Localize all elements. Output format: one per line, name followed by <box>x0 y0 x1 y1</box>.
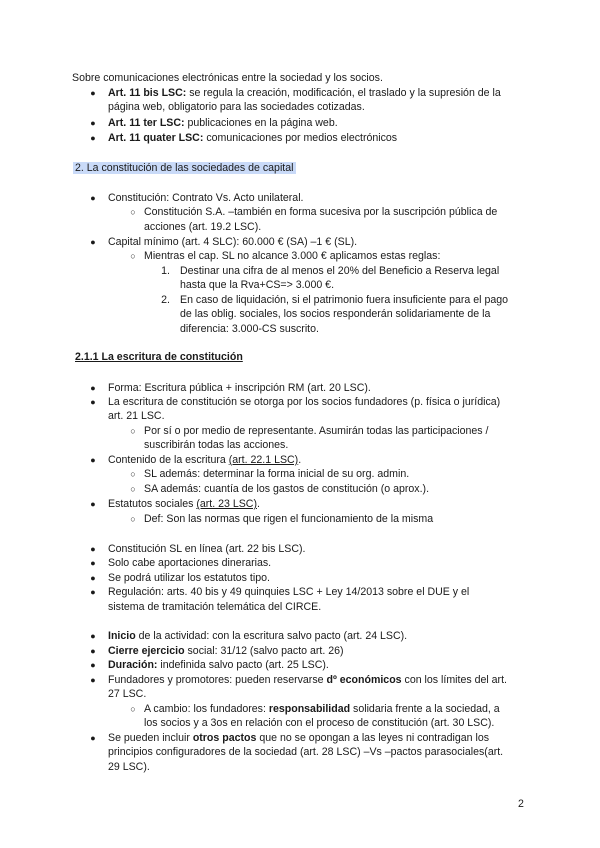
duracion-line: Duración: indefinida salvo pacto (art. 25 LSC). <box>108 659 329 671</box>
regla-2-cont: de las oblig. sociales, los socios responderán solidariamente de la <box>180 308 491 320</box>
inicio-line: Inicio de la actividad: con la escritura salvo pacto (art. 24 LSC). <box>108 630 408 642</box>
pactos-line-cont: principios configuradores de la sociedad (art. 28 LSC) –Vs –pactos parasociales(art. <box>108 746 504 758</box>
bullet: ● <box>90 383 96 393</box>
bullet: ● <box>90 118 96 128</box>
otorga-line: La escritura de constitución se otorga por los socios fundadores (p. física o jurídica) <box>108 396 501 408</box>
art-11-quater: Art. 11 quater LSC: comunicaciones por medios electrónicos <box>108 132 398 144</box>
bullet: ○ <box>130 251 136 261</box>
article-link[interactable]: (art. 22.1 LSC) <box>228 454 299 466</box>
estatutos-line: Estatutos sociales (art. 23 LSC). <box>108 498 260 510</box>
section-heading: 2. La constitución de las sociedades de capital <box>75 162 294 174</box>
bullet: ● <box>90 397 96 407</box>
art-11-ter: Art. 11 ter LSC: publicaciones en la página web. <box>108 117 338 129</box>
sa-line: SA además: cuantía de los gastos de constitución (o aprox.). <box>144 483 430 495</box>
list-number: 2. <box>161 294 170 306</box>
subsection-heading: 2.1.1 La escritura de constitución <box>75 351 243 363</box>
porsi-line: Por sí o por medio de representante. Asumirán todas las participaciones / <box>144 425 489 437</box>
pactos-line-cont2: 29 LSC). <box>108 761 150 773</box>
bullet: ● <box>90 631 96 641</box>
bullet: ● <box>90 544 96 554</box>
bullet: ○ <box>130 484 136 494</box>
bullet: ○ <box>130 704 136 714</box>
porsi-line-cont: suscribirán todas las acciones. <box>144 439 289 451</box>
bullet: ● <box>90 133 96 143</box>
page-number: 2 <box>518 798 524 810</box>
intro-text: Sobre comunicaciones electrónicas entre la sociedad y los socios. <box>72 72 383 84</box>
bullet: ○ <box>130 426 136 436</box>
linea-2: Solo cabe aportaciones dinerarias. <box>108 557 272 569</box>
bullet: ○ <box>130 514 136 524</box>
regla-1-cont: hasta que la Rva+CS=> 3.000 €. <box>180 279 335 291</box>
constitucion-sa: Constitución S.A. –también en forma sucesiva por la suscripción pública de <box>144 206 498 218</box>
article-link[interactable]: (art. 23 LSC) <box>196 498 257 510</box>
bullet: ● <box>90 733 96 743</box>
linea-3: Se podrá utilizar los estatutos tipo. <box>108 572 270 584</box>
bullet: ● <box>90 88 96 98</box>
otorga-line-cont: art. 21 LSC. <box>108 410 165 422</box>
bullet: ○ <box>130 469 136 479</box>
contenido-line: Contenido de la escritura (art. 22.1 LSC). <box>108 454 302 466</box>
bullet: ● <box>90 646 96 656</box>
list-number: 1. <box>161 265 170 277</box>
capital-minimo: Capital mínimo (art. 4 SLC): 60.000 € (SA) –1 € (SL). <box>108 236 358 248</box>
bullet: ● <box>90 558 96 568</box>
bullet: ● <box>90 587 96 597</box>
bullet: ● <box>90 455 96 465</box>
bullet: ● <box>90 573 96 583</box>
constitucion-sa-cont: acciones (art. 19.2 LSC). <box>144 221 262 233</box>
mientras-line: Mientras el cap. SL no alcance 3.000 € aplicamos estas reglas: <box>144 250 441 262</box>
constitucion-line: Constitución: Contrato Vs. Acto unilateral. <box>108 192 304 204</box>
def-line: Def: Son las normas que rigen el funcionamiento de la misma <box>144 513 434 525</box>
fundadores-line-cont: 27 LSC. <box>108 688 147 700</box>
fundadores-line: Fundadores y promotores: pueden reservarse dº económicos con los límites del art. <box>108 674 507 686</box>
forma-line: Forma: Escritura pública + inscripción RM (art. 20 LSC). <box>108 382 371 394</box>
cambio-line-cont: los socios y a 3os en relación con el proceso de constitución (art. 30 LSC). <box>144 717 495 729</box>
linea-4-cont: sistema de tramitación telemática del CIRCE. <box>108 601 322 613</box>
art-11-bis-cont: página web, obligatorio para las sociedades cotizadas. <box>108 101 365 113</box>
regla-2: En caso de liquidación, si el patrimonio fuera insuficiente para el pago <box>180 294 509 306</box>
cambio-line: A cambio: los fundadores: responsabilidad solidaria frente a la sociedad, a <box>144 703 500 715</box>
linea-1: Constitución SL en línea (art. 22 bis LSC). <box>108 543 306 555</box>
linea-4: Regulación: arts. 40 bis y 49 quinquies LSC + Ley 14/2013 sobre el DUE y el <box>108 586 470 598</box>
art-11-bis: Art. 11 bis LSC: se regula la creación, modificación, el traslado y la supresión de la <box>108 87 501 99</box>
bullet: ● <box>90 237 96 247</box>
bullet: ● <box>90 499 96 509</box>
pactos-line: Se pueden incluir otros pactos que no se opongan a las leyes ni contradigan los <box>108 732 490 744</box>
regla-2-cont2: diferencia: 3.000-CS suscrito. <box>180 323 319 335</box>
bullet: ● <box>90 193 96 203</box>
sl-line: SL además: determinar la forma inicial de su org. admin. <box>144 468 410 480</box>
bullet: ● <box>90 675 96 685</box>
cierre-line: Cierre ejercicio social: 31/12 (salvo pacto art. 26) <box>108 645 344 657</box>
bullet: ○ <box>130 207 136 217</box>
bullet: ● <box>90 660 96 670</box>
regla-1: Destinar una cifra de al menos el 20% del Beneficio a Reserva legal <box>180 265 500 277</box>
